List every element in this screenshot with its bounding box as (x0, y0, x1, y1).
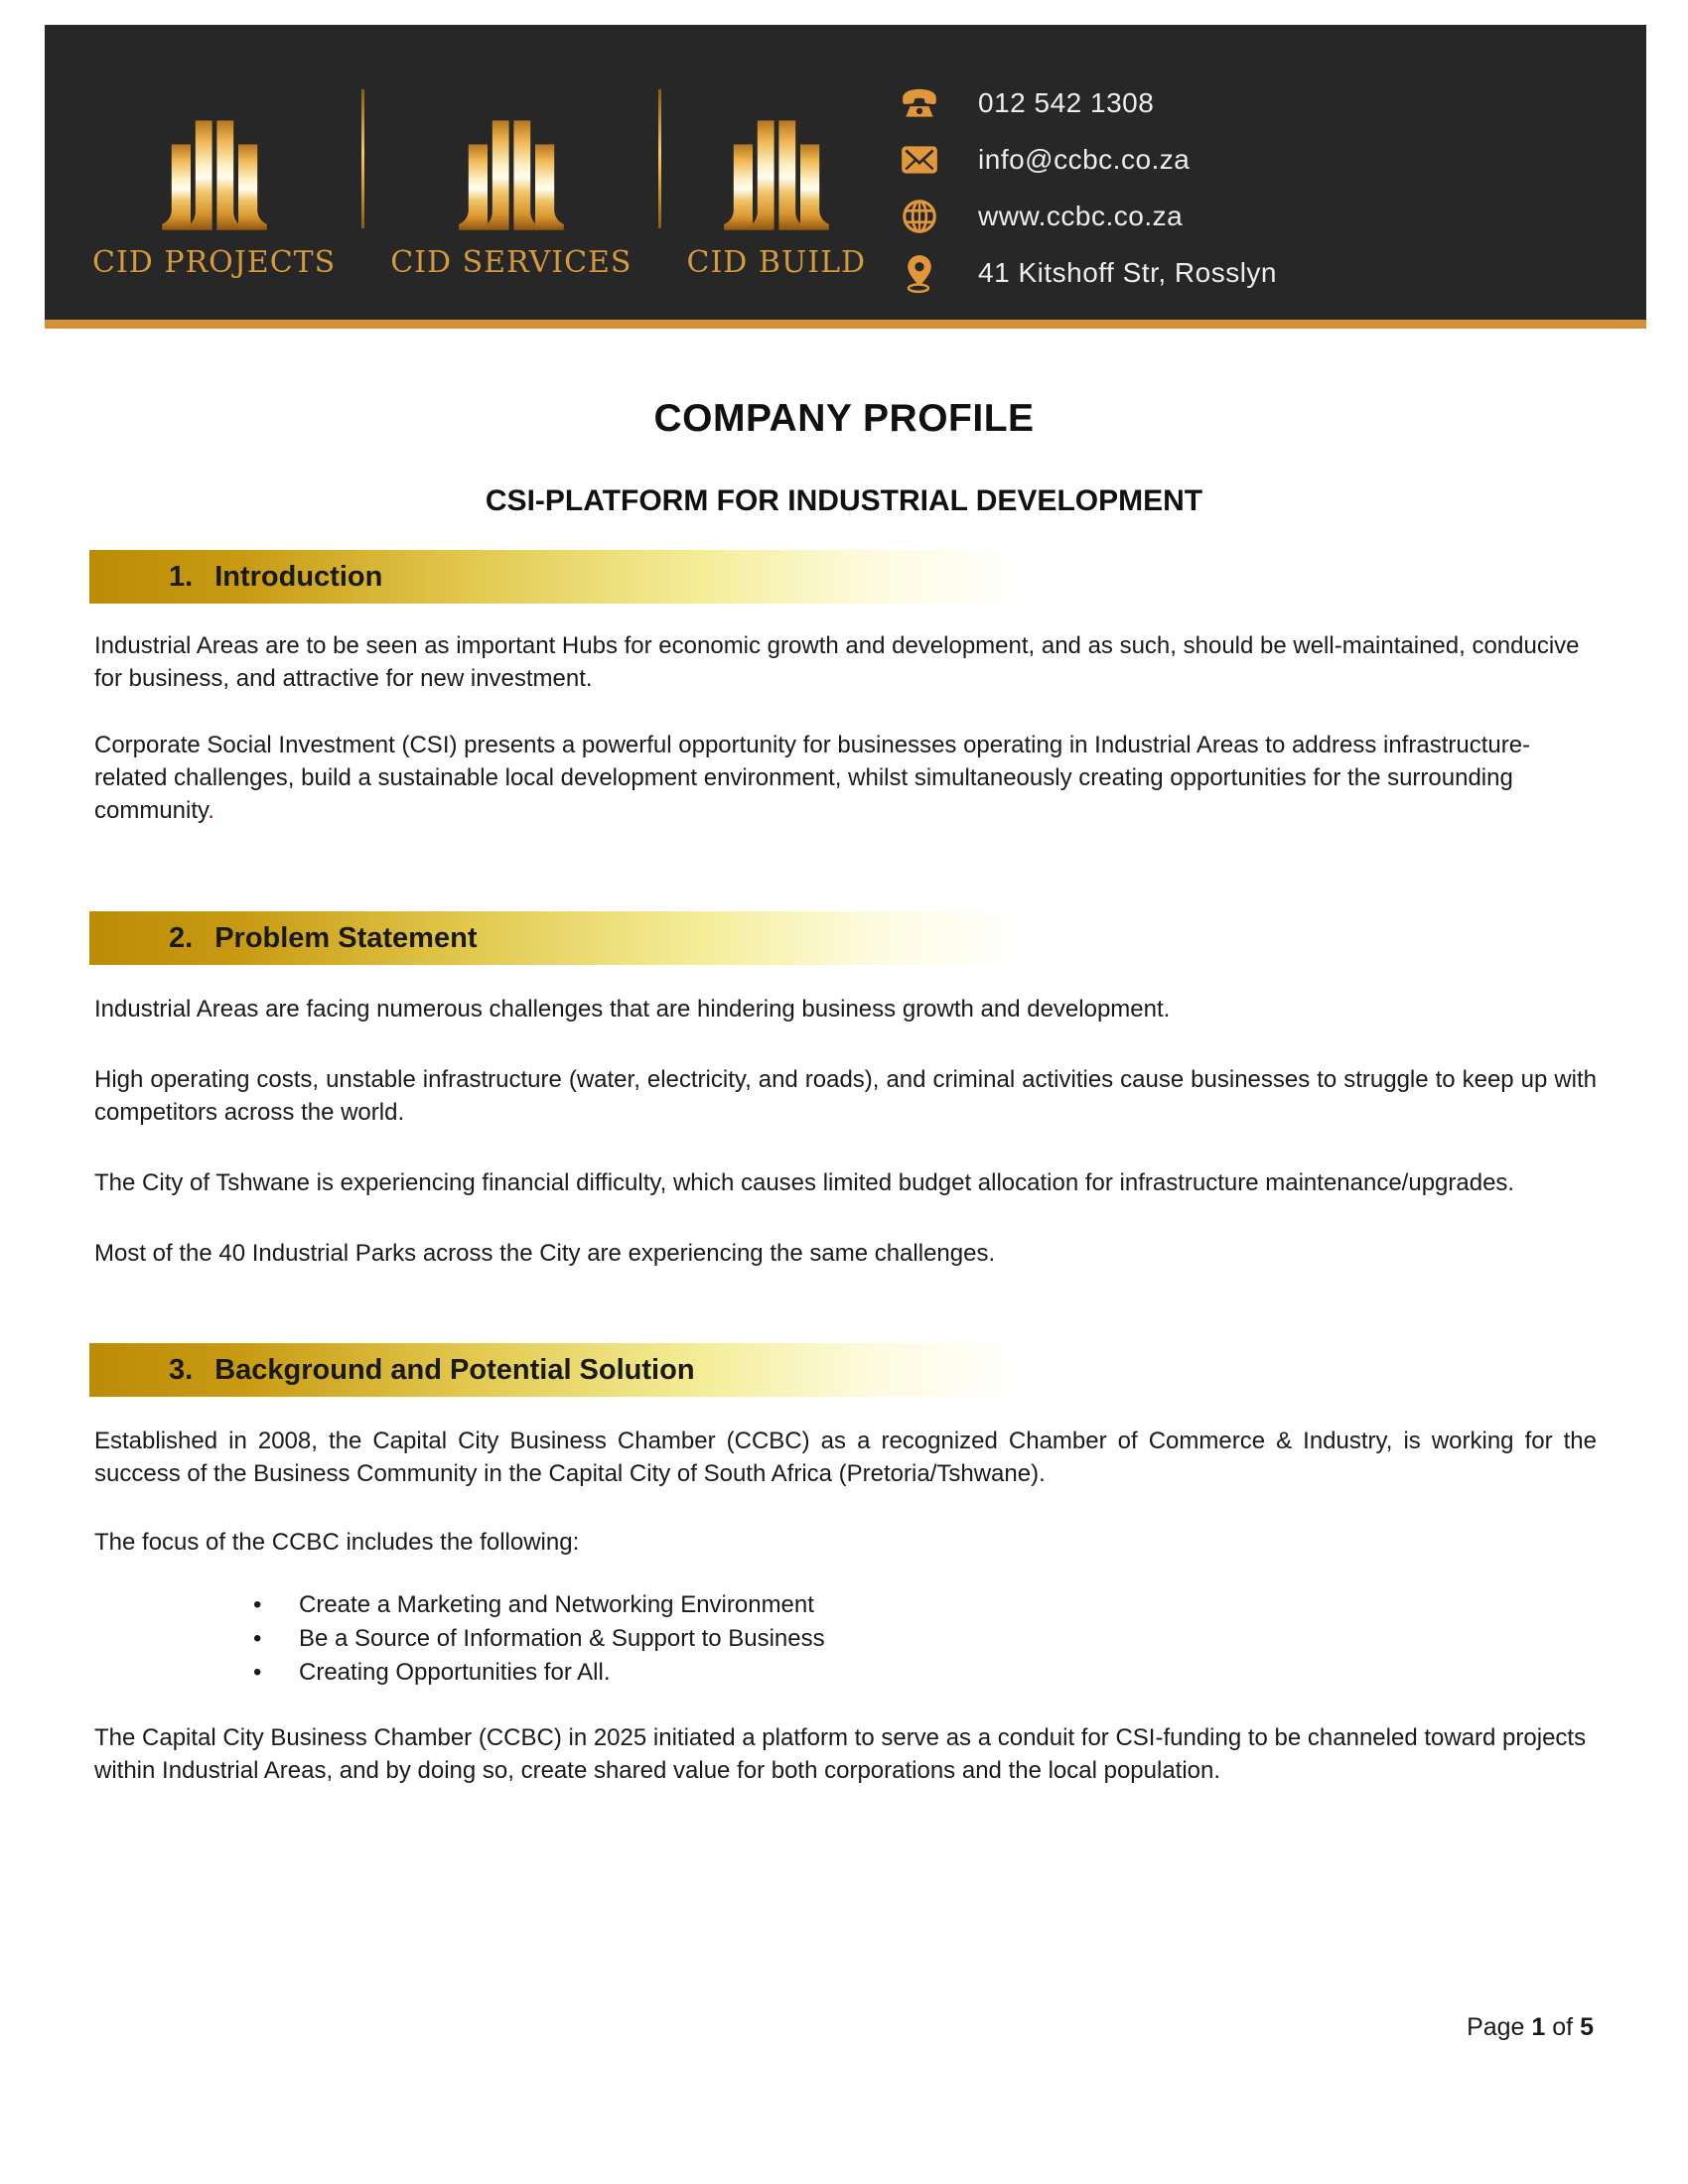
logo-separator (658, 89, 661, 228)
paragraph: The focus of the CCBC includes the following: (94, 1529, 580, 1556)
section-number: 2. (169, 921, 194, 954)
contact-row-phone (899, 82, 1277, 124)
header-banner (45, 25, 1646, 320)
logo-label: CID SERVICES (390, 245, 633, 280)
contact-website: www.ccbc.co.za (978, 201, 1184, 231)
section-label: Background and Potential Solution (214, 1353, 695, 1386)
logo-separator (361, 89, 364, 228)
red-period: . (208, 797, 214, 824)
logo-cid-build (687, 106, 867, 280)
location-icon (899, 252, 940, 294)
section-heading-introduction (89, 550, 1152, 604)
bullet-item (253, 1588, 1597, 1622)
section-heading-problem-statement (89, 911, 1152, 965)
page-label: Page (1467, 2013, 1525, 2041)
contact-row-email (899, 139, 1277, 181)
logo-group (45, 89, 866, 320)
paragraph-text: Corporate Social Investment (CSI) presents a powerful opportunity for businesses operating in Industrial Areas to address infrastructure-related challenges, build a sustainable local development environment, whilst simultaneously creating opportunities for the surrounding community (94, 732, 1531, 824)
pillars-icon (446, 106, 577, 237)
bullet-text: Creating Opportunities for All. (299, 1659, 611, 1686)
bullet-dot: • (253, 1591, 262, 1618)
section-number: 3. (169, 1353, 194, 1386)
page-number: 1 (1531, 2013, 1546, 2041)
email-icon (899, 139, 940, 181)
contact-phone: 012 542 1308 (978, 87, 1155, 118)
pillars-icon (149, 106, 280, 237)
header-accent-bar (45, 320, 1646, 329)
section-heading-background-solution (89, 1343, 1152, 1397)
paragraph: Established in 2008, the Capital City Business Chamber (CCBC) as a recognized Chamber of Commerce & Industry, is working for the success of the Business Community in the Capital City of South Africa (Pretoria/Tshwane). (94, 1428, 1597, 1487)
contact-row-address (899, 252, 1277, 294)
page-total: 5 (1580, 2013, 1594, 2041)
logo-cid-projects (92, 106, 336, 280)
bullet-text: Be a Source of Information & Support to Business (299, 1625, 825, 1652)
logo-label: CID BUILD (686, 245, 867, 280)
paragraph: Most of the 40 Industrial Parks across the City are experiencing the same challenges. (94, 1240, 996, 1267)
bullet-item (253, 1622, 1597, 1656)
page-indicator (1467, 2013, 1594, 2042)
bullet-text: Create a Marketing and Networking Environment (299, 1591, 814, 1618)
pillars-icon (711, 106, 842, 237)
bullet-dot: • (253, 1625, 262, 1652)
contact-list (899, 82, 1277, 294)
logo-label: CID PROJECTS (92, 245, 337, 280)
contact-address: 41 Kitshoff Str, Rosslyn (978, 257, 1277, 288)
paragraph: Industrial Areas are to be seen as important Hubs for economic growth and development, and as such, should be well-maintained, conducive for business, and attractive for new investment. (94, 632, 1580, 692)
paragraph (94, 729, 1597, 827)
phone-icon (899, 82, 940, 124)
globe-icon (899, 196, 940, 237)
paragraph: The City of Tshwane is experiencing financial difficulty, which causes limited budget allocation for infrastructure maintenance/upgrades. (94, 1169, 1515, 1196)
logo-cid-services (390, 106, 632, 280)
paragraph: High operating costs, unstable infrastructure (water, electricity, and roads), and criminal activities cause businesses to struggle to keep up with competitors across the world. (94, 1066, 1597, 1126)
section-label: Introduction (214, 560, 383, 593)
bullet-dot: • (253, 1659, 262, 1686)
header (45, 25, 1646, 329)
contact-email: info@ccbc.co.za (978, 144, 1191, 175)
page-title: COMPANY PROFILE (653, 397, 1035, 440)
paragraph: The Capital City Business Chamber (CCBC) in 2025 initiated a platform to serve as a conduit for CSI-funding to be channeled toward projects within Industrial Areas, and by doing so, create shared value for both corporations and the local population. (94, 1724, 1587, 1784)
bullet-list (253, 1588, 1597, 1690)
section-label: Problem Statement (214, 921, 478, 954)
bullet-item (253, 1656, 1597, 1690)
contact-row-website (899, 196, 1277, 237)
section-number: 1. (169, 560, 194, 593)
page-subtitle: CSI-PLATFORM FOR INDUSTRIAL DEVELOPMENT (485, 484, 1203, 517)
of-label: of (1552, 2013, 1574, 2041)
paragraph: Industrial Areas are facing numerous challenges that are hindering business growth and development. (94, 996, 1171, 1023)
